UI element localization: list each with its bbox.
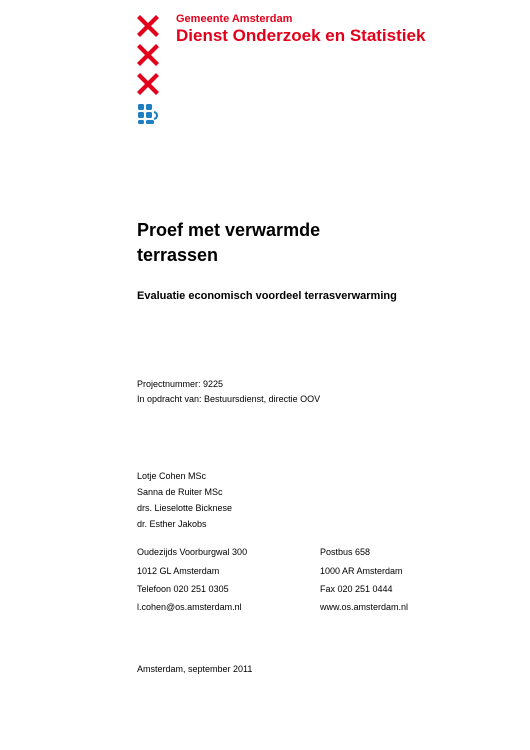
phone: Telefoon 020 251 0305 — [137, 584, 229, 594]
postbus-postcode: 1000 AR Amsterdam — [320, 566, 403, 576]
project-client: In opdracht van: Bestuursdienst, directie OOV — [137, 394, 321, 404]
address-postcode: 1012 GL Amsterdam — [137, 566, 220, 576]
cross-icon — [137, 15, 159, 37]
address-street: Oudezijds Voorburgwal 300 — [137, 547, 248, 557]
website-link[interactable]: www.os.amsterdam.nl — [320, 602, 409, 612]
department-name: Dienst Onderzoek en Statistiek — [176, 26, 426, 45]
title-line-1: Proef met verwarmde — [137, 220, 321, 240]
email-link[interactable]: l.cohen@os.amsterdam.nl — [137, 602, 242, 612]
subtitle: Evaluatie economisch voordeel terrasverwarming — [137, 290, 397, 302]
place-date: Amsterdam, september 2011 — [137, 664, 253, 674]
postbus: Postbus 658 — [320, 547, 371, 557]
cross-icon — [137, 73, 159, 95]
author-1: Lotje Cohen MSc — [137, 471, 207, 481]
fax: Fax 020 251 0444 — [320, 584, 393, 594]
cross-icon — [137, 44, 159, 66]
author-2: Sanna de Ruiter MSc — [137, 487, 223, 497]
os-logo-icon — [137, 103, 159, 125]
author-4: dr. Esther Jakobs — [137, 519, 207, 529]
author-3: drs. Lieselotte Bicknese — [137, 503, 233, 513]
title-line-2: terrassen — [137, 245, 219, 265]
org-name: Gemeente Amsterdam — [176, 13, 293, 25]
page-title — [137, 218, 397, 268]
project-number: Projectnummer: 9225 — [137, 379, 224, 389]
